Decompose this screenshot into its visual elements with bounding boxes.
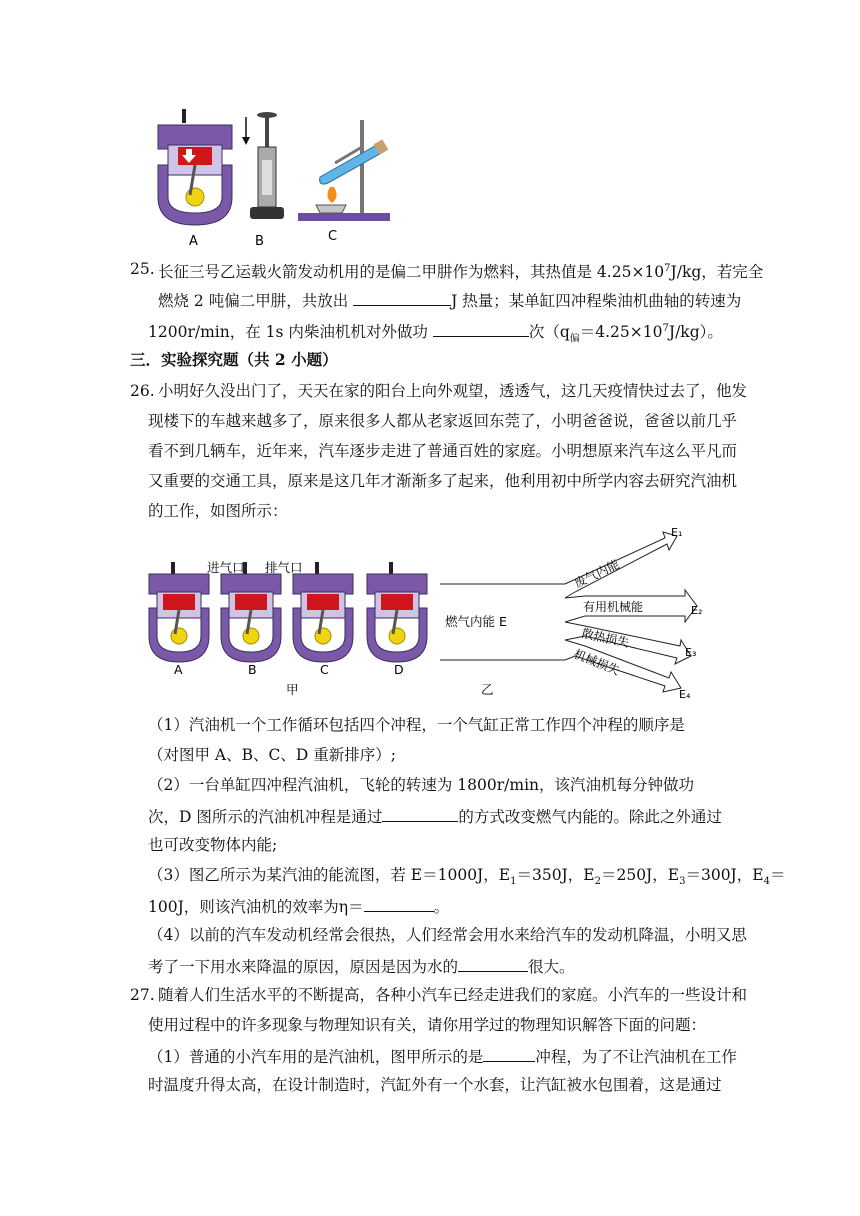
- q27-line3-start: （1）普通的小汽车用的是汽油机，图甲所示的是: [148, 1048, 484, 1066]
- q25-exponent-2: 7: [662, 323, 669, 334]
- q27-line2: 使用过程中的许多现象与物理知识有关，请你用学过的物理知识解答下面的问题：: [148, 1016, 707, 1034]
- inlet-label: 进气口: [207, 560, 245, 575]
- engine-c-power: [293, 562, 353, 662]
- engine-d-exhaust: [367, 562, 427, 662]
- q26-part3-period: 。: [433, 898, 450, 916]
- engine-label-a: A: [174, 662, 183, 677]
- q26-part3-line2: [148, 895, 449, 917]
- q25-line2-end: J 热量；某单缸四冲程柴油机曲轴的转速为: [451, 292, 742, 310]
- q27-line1: 随着人们生活水平的不断提高，各种小汽车已经走进我们的家庭。小汽车的一些设计和: [158, 986, 748, 1004]
- q26-part4-end: 很大。: [528, 958, 575, 976]
- figure-label-b: B: [255, 234, 264, 249]
- q27-line3: [148, 1045, 737, 1067]
- q25-line3-value: ＝4.25×10: [579, 323, 663, 342]
- flow-end-e4: E₄: [679, 688, 691, 701]
- flow-label-mechanical-loss: 机械损失: [571, 646, 622, 678]
- sub-4: 4: [763, 876, 770, 888]
- q26-part3-e2: ＝250J，E: [600, 866, 680, 884]
- top-figure: [150, 105, 400, 250]
- figure-jia-label: 甲: [286, 682, 299, 697]
- q25-heat-blank[interactable]: [353, 289, 451, 306]
- q26-part2-line2: [148, 805, 722, 827]
- q26-part2-line2-start: 次，D 图所示的汽油机冲程是通过: [148, 808, 383, 826]
- figure-yi-label: 乙: [481, 682, 494, 697]
- figure-label-a: A: [189, 234, 198, 249]
- q25-subscript: 偏: [569, 333, 580, 345]
- engine-label-c: C: [320, 662, 329, 677]
- energy-source-label: 燃气内能 E: [445, 614, 507, 629]
- section-heading: 三．实验探究题（共 2 小题）: [130, 350, 338, 369]
- q27-line3-end: 冲程，为了不让汽油机在工作: [535, 1048, 737, 1066]
- flow-end-e2: E₂: [691, 604, 703, 617]
- q26-part2-line3: 也可改变物体内能;: [148, 836, 278, 854]
- q26-part4-line2: [148, 955, 575, 977]
- q25-work-count-blank[interactable]: [433, 320, 529, 337]
- q26-part1-line1: （1）汽油机一个工作循环包括四个冲程，一个气缸正常工作四个冲程的顺序是: [148, 716, 685, 734]
- sub-3: 3: [679, 876, 686, 888]
- q26-part3-e4: ＝: [769, 866, 786, 884]
- q25-line1: [158, 259, 763, 282]
- sub-1: 1: [510, 876, 517, 888]
- q25-line2: [158, 289, 741, 311]
- q26-part2-line1: （2）一台单缸四冲程汽油机，飞轮的转速为 1800r/min，该汽油机每分钟做功: [148, 776, 695, 794]
- q27-number: 27.: [130, 986, 155, 1004]
- q26-part3-efficiency: 100J，则该汽油机的效率为η＝: [148, 898, 364, 916]
- figure-label-c: C: [328, 229, 338, 244]
- q26-part3-e1: ＝350J，E: [516, 866, 595, 884]
- q26-paragraph-line-4: 又重要的交通工具，原来是这几年才渐渐多了起来，他利用初中所学内容去研究汽油机: [148, 472, 738, 490]
- q26-part3-e3: ＝300J，E: [685, 866, 764, 884]
- q26-method-blank[interactable]: [382, 805, 458, 822]
- q25-line3: [148, 319, 723, 349]
- q26-figure: [145, 522, 715, 704]
- q27-line4: 时温度升得太高，在设计制造时，汽缸外有一个水套，让汽缸被水包围着，这是通过: [148, 1076, 722, 1094]
- engine-diagram-a: [158, 109, 232, 225]
- q26-paragraph-line-1: 小明好久没出门了，天天在家的阳台上向外观望，透透气，这几天疫情快过去了，他发: [158, 382, 748, 400]
- q25-line1-text: 长征三号乙运载火箭发动机用的是偏二甲肼作为燃料，其热值是 4.25×10: [158, 263, 665, 282]
- q26-part4-start: 考了一下用水来降温的原因，原因是因为水的: [148, 958, 459, 976]
- engine-label-b: B: [248, 662, 257, 677]
- q26-paragraph-line-2: 现楼下的车越来越多了，原来很多人都从老家返回东莞了，小明爸爸说，爸爸以前几乎: [148, 412, 738, 430]
- q26-part2-line2-end: 的方式改变燃气内能的。除此之外通过: [458, 808, 722, 826]
- sub-2: 2: [594, 876, 601, 888]
- outlet-label: 排气口: [265, 560, 303, 575]
- q26-part3-e: （3）图乙所示为某汽油的能流图，若 E＝1000J，E: [148, 866, 511, 884]
- q25-exponent-1: 7: [664, 263, 671, 274]
- q26-part1-line2: （对图甲 A、B、C、D 重新排序）;: [148, 746, 396, 764]
- q25-number: 25.: [130, 260, 155, 278]
- q26-part4-line1: （4）以前的汽车发动机经常会很热，人们经常会用水来给汽车的发动机降温，小明又思: [148, 926, 747, 944]
- test-tube-heating-diagram-c: [298, 120, 390, 221]
- q25-line1-end: J/kg，若完全: [670, 263, 764, 282]
- q26-paragraph-line-5: 的工作，如图所示：: [148, 502, 288, 520]
- q27-stroke-blank[interactable]: [483, 1045, 535, 1062]
- q25-line3-end: J/kg）。: [668, 323, 723, 342]
- q26-water-property-blank[interactable]: [458, 955, 528, 972]
- q26-part3-line1: [148, 865, 785, 892]
- q25-line3-mid: 次（q: [528, 323, 570, 342]
- engine-label-d: D: [394, 662, 404, 677]
- flow-end-e1: E₁: [671, 526, 683, 539]
- q25-line3-start: 1200r/min，在 1s 内柴油机机对外做功: [148, 323, 428, 342]
- air-pump-diagram-b: [242, 112, 284, 219]
- flow-end-e3: E₃: [685, 646, 697, 659]
- q25-line2-start: 燃烧 2 吨偏二甲肼，共放出: [158, 292, 349, 310]
- q26-number: 26.: [130, 382, 155, 400]
- flow-label-useful-energy: 有用机械能: [583, 600, 644, 614]
- energy-flow-diagram: [440, 532, 697, 692]
- flow-label-waste-gas: 废气内能: [572, 557, 622, 591]
- q26-efficiency-blank[interactable]: [364, 895, 434, 912]
- engine-a-intake: [149, 562, 209, 662]
- flow-label-heat-loss: 散热损失: [580, 626, 631, 650]
- q26-paragraph-line-3: 看不到几辆车，近年来，汽车逐步走进了普通百姓的家庭。小明想原来汽车这么平凡而: [148, 442, 738, 460]
- engine-b-compression: [221, 562, 281, 662]
